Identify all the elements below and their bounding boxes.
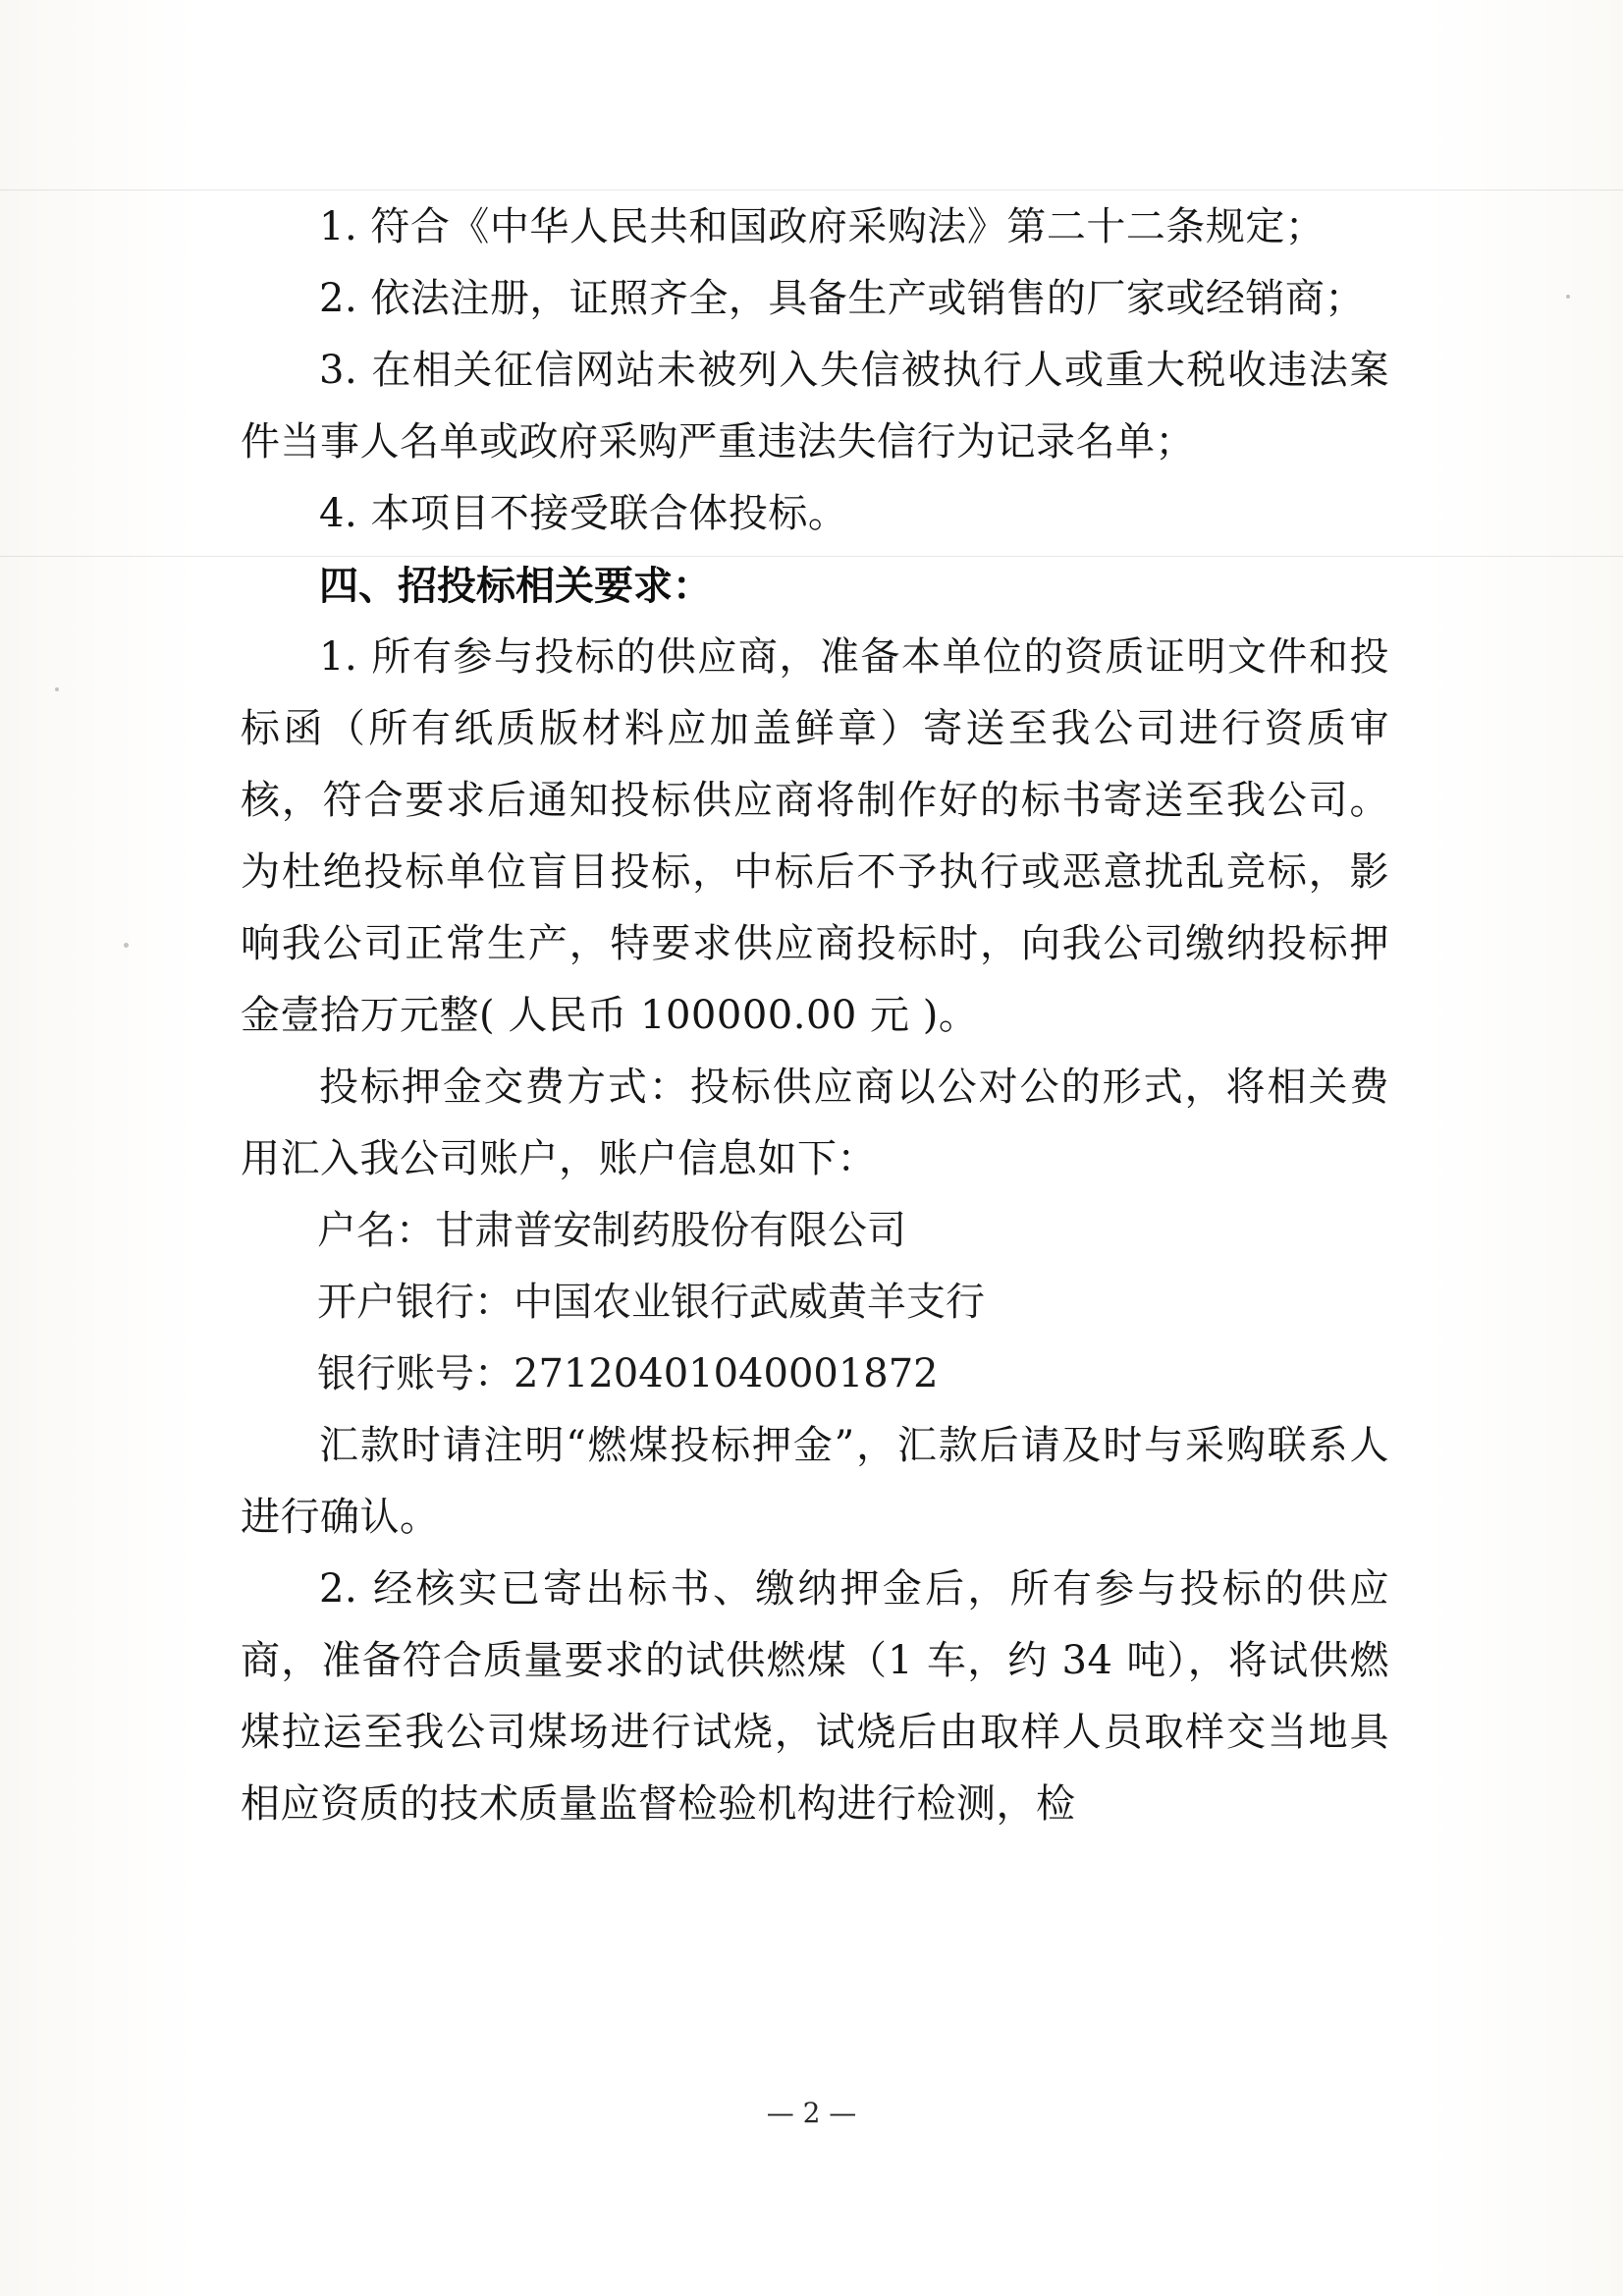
requirement-item-1: 1. 符合《中华人民共和国政府采购法》第二十二条规定； — [319, 204, 1325, 249]
scan-speck-right-upper — [1566, 295, 1570, 299]
account-bank-line: 开户银行：中国农业银行武威黄羊支行 — [317, 1280, 985, 1325]
account-name-line: 户名：甘肃普安制药股份有限公司 — [317, 1208, 906, 1253]
bidding-paragraph-1: 1. 所有参与投标的供应商，准备本单位的资质证明文件和投标函（所有纸质版材料应加盖鲜章）寄送至我公司进行资质审核，符合要求后通知投标供应商将制作好的标书寄送至我公司。为杜绝投标单位盲目投标，中标后不予执行或恶意扰乱竞标，影响我公司正常生产，特要求供应商投标时，向我公司缴纳投标押金壹拾万元整( 人民币 100000.00 元 )。 — [241, 634, 1389, 1038]
scan-speck-left-upper — [55, 687, 59, 691]
section-heading-bidding-requirements: 四、招投标相关要求： — [319, 563, 712, 609]
requirement-item-4: 4. 本项目不接受联合体投标。 — [319, 491, 848, 536]
requirement-item-3: 3. 在相关征信网站未被列入失信被执行人或重大税收违法案件当事人名单或政府采购严重违法失信行为记录名单； — [241, 348, 1389, 465]
account-info-block — [241, 1195, 1389, 1410]
scan-artifact-line-top — [0, 190, 1623, 191]
requirement-item-2: 2. 依法注册，证照齐全，具备生产或销售的厂家或经销商； — [319, 276, 1365, 321]
scan-speck-left-lower — [124, 943, 129, 948]
bidding-payment-method-paragraph: 投标押金交费方式：投标供应商以公对公的形式，将相关费用汇入我公司账户，账户信息如下： — [241, 1065, 1389, 1181]
document-body — [241, 191, 1389, 1840]
page-footer — [0, 2097, 1623, 2129]
page-number: — 2 — — [766, 2097, 857, 2129]
remittance-note-paragraph: 汇款时请注明“燃煤投标押金”，汇款后请及时与采购联系人进行确认。 — [241, 1423, 1389, 1540]
bidding-paragraph-2: 2. 经核实已寄出标书、缴纳押金后，所有参与投标的供应商，准备符合质量要求的试供燃煤（1 车，约 34 吨），将试供燃煤拉运至我公司煤场进行试烧，试烧后由取样人员取样交当地具相应资质的技术质量监督检验机构进行检测，检 — [241, 1566, 1389, 1827]
account-number-line: 银行账号：27120401040001872 — [317, 1351, 939, 1396]
